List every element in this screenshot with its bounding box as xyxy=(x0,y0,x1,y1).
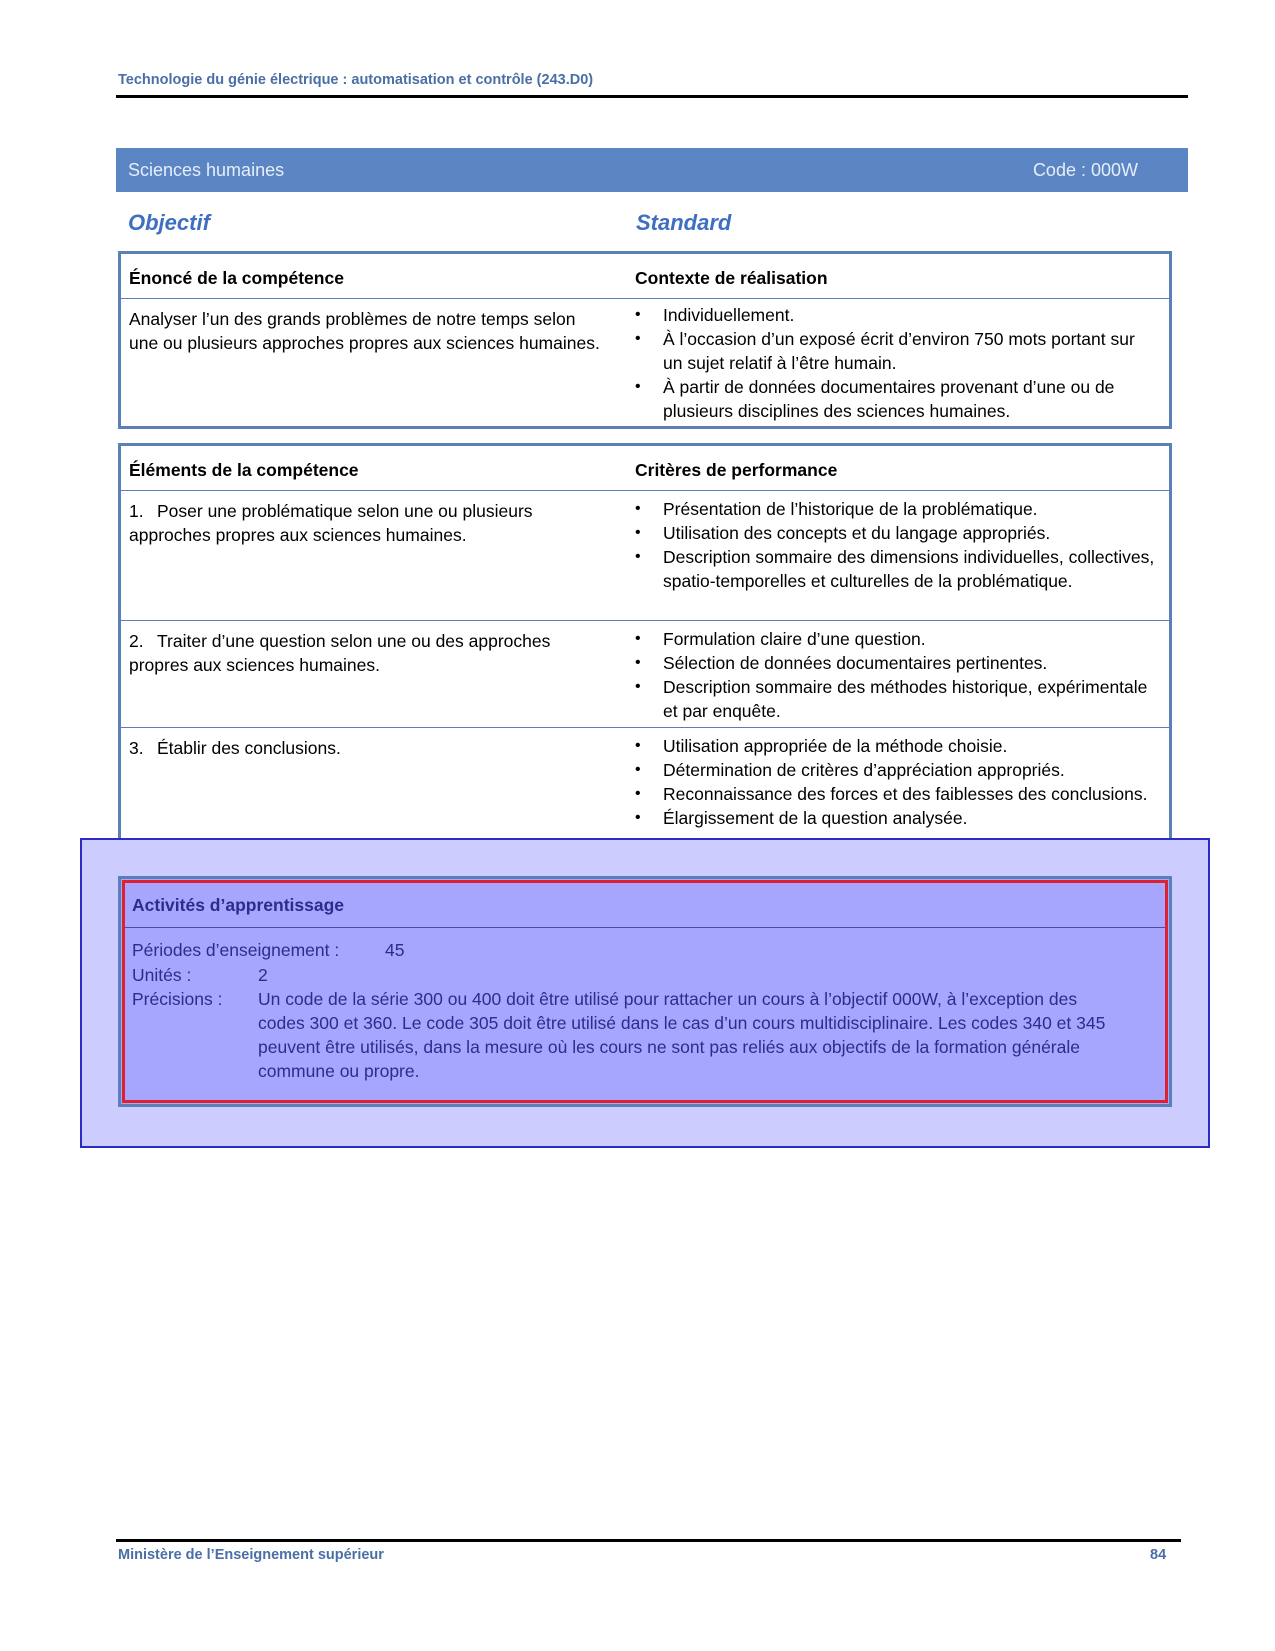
activities-selection-frame xyxy=(122,880,1168,1103)
context-item: • À partir de données documentaires provenant d’une ou de plusieurs disciplines des sciences humaines. xyxy=(635,375,1155,423)
criteria-list xyxy=(635,497,1155,593)
criterion-item: • Utilisation des concepts et du langage appropriés. xyxy=(635,521,1155,545)
header-rule xyxy=(116,95,1188,98)
running-header: Technologie du génie électrique : automatisation et contrôle (243.D0) xyxy=(118,72,594,88)
element-text xyxy=(129,629,609,677)
page-number: 84 xyxy=(1150,1547,1167,1563)
units-value: 2 xyxy=(258,965,268,985)
element-row xyxy=(121,491,1169,620)
element-text xyxy=(129,499,609,547)
objective-code: Code : 000W xyxy=(1032,160,1138,180)
activities-box xyxy=(118,876,1172,1107)
elements-table xyxy=(118,443,1172,861)
element-description: Traiter d’une question selon une ou des approches propres aux sciences humaines. xyxy=(129,631,551,675)
periods-label: Périodes d’enseignement : xyxy=(132,940,340,960)
element-row xyxy=(121,620,1169,727)
context-list xyxy=(635,303,1155,423)
element-number: 3. xyxy=(129,738,144,758)
criterion-item: • Détermination de critères d’appréciation appropriés. xyxy=(635,758,1155,782)
criterion-item: • Utilisation appropriée de la méthode choisie. xyxy=(635,734,1155,758)
competency-table xyxy=(118,251,1172,429)
periods-value: 45 xyxy=(385,940,405,960)
footer-rule xyxy=(116,1539,1181,1542)
activities-title: Activités d’apprentissage xyxy=(132,895,345,915)
criteria-list xyxy=(635,734,1155,830)
discipline-name: Sciences humaines xyxy=(128,160,285,180)
criterion-item: • Reconnaissance des forces et des faiblesses des conclusions. xyxy=(635,782,1155,806)
competency-header-row xyxy=(121,254,1169,299)
activities-divider xyxy=(125,927,1165,928)
statement-header: Énoncé de la compétence xyxy=(129,268,344,288)
criteria-list xyxy=(635,627,1155,723)
objective-title: Objectif xyxy=(128,210,210,235)
element-number: 2. xyxy=(129,631,144,651)
context-header: Contexte de réalisation xyxy=(635,268,828,288)
element-description: Poser une problématique selon une ou plusieurs approches propres aux sciences humaines. xyxy=(129,501,533,545)
element-number: 1. xyxy=(129,501,144,521)
criterion-item: • Description sommaire des méthodes historique, expérimentale et par enquête. xyxy=(635,675,1155,723)
standard-title: Standard xyxy=(636,210,732,235)
precisions-text: Un code de la série 300 ou 400 doit être utilisé pour rattacher un cours à l’objectif 000W, à l’exception des codes 300 et 360. Le code 305 doit être utilisé dans le cas d’un cours multidisciplinaire. Les codes 340 et 345 peuvent être utilisés, dans la mesure où les cours ne sont pas reliés aux objectifs de la formation générale commune ou propre. xyxy=(258,989,1106,1081)
discipline-banner xyxy=(116,148,1188,192)
context-item: • Individuellement. xyxy=(635,303,1155,327)
criterion-item: • Description sommaire des dimensions individuelles, collectives, spatio-temporelles et culturelles de la problématique. xyxy=(635,545,1155,593)
elements-header-row xyxy=(121,446,1169,491)
criteria-header: Critères de performance xyxy=(635,460,838,480)
criterion-item: • Formulation claire d’une question. xyxy=(635,627,1155,651)
units-label: Unités : xyxy=(132,965,192,985)
criterion-item: • Sélection de données documentaires pertinentes. xyxy=(635,651,1155,675)
competency-row xyxy=(121,299,1169,427)
element-text xyxy=(129,736,609,760)
context-item: • À l’occasion d’un exposé écrit d’environ 750 mots portant sur un sujet relatif à l’être humain. xyxy=(635,327,1155,375)
precisions-label: Précisions : xyxy=(132,989,223,1009)
criterion-item: • Élargissement de la question analysée. xyxy=(635,806,1155,830)
criterion-item: • Présentation de l’historique de la problématique. xyxy=(635,497,1155,521)
elements-header: Éléments de la compétence xyxy=(129,460,359,480)
element-description: Établir des conclusions. xyxy=(157,738,341,758)
competency-statement: Analyser l’un des grands problèmes de notre temps selon une ou plusieurs approches propres aux sciences humaines. xyxy=(129,309,600,353)
footer-ministry: Ministère de l’Enseignement supérieur xyxy=(118,1547,384,1563)
